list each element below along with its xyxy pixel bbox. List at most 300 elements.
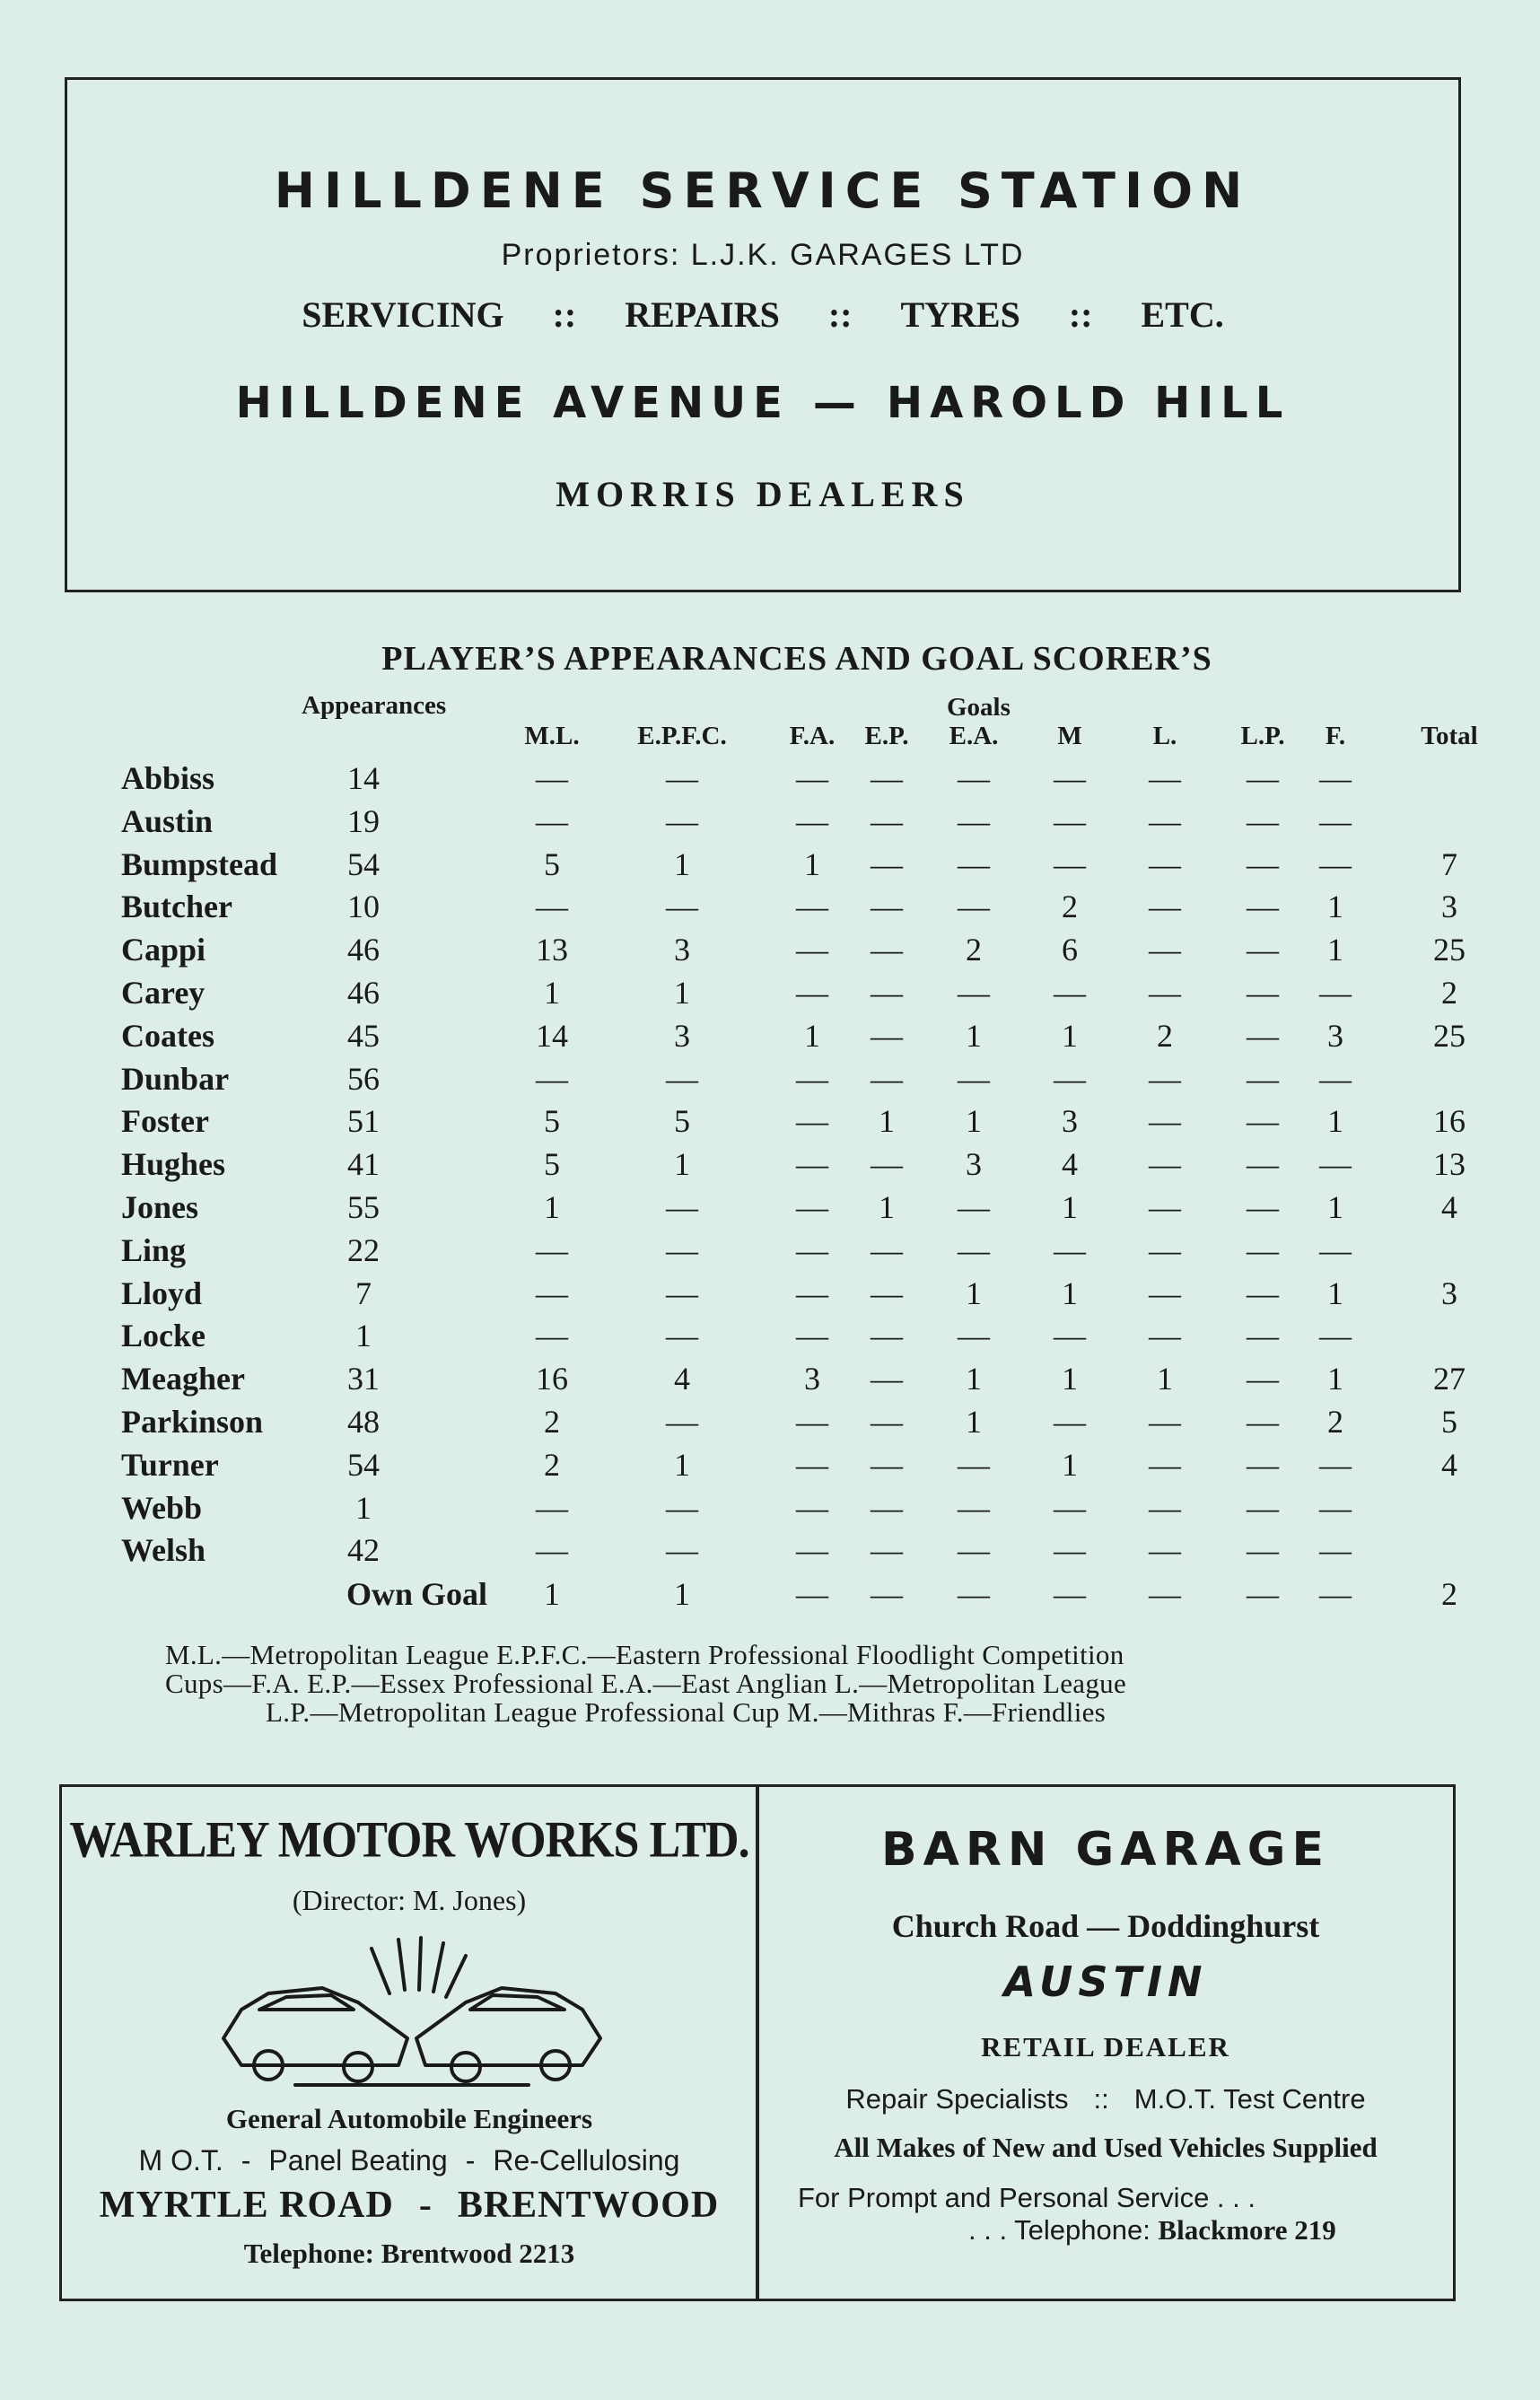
appearances-cell: 42 <box>347 1532 380 1569</box>
goals-cell: — <box>1319 1446 1352 1483</box>
player-name: Abbiss <box>121 760 215 796</box>
goals-cell: — <box>666 1404 698 1440</box>
appearances-cell: 14 <box>347 760 380 796</box>
goals-cell: — <box>1247 1231 1279 1268</box>
goals-cell: 2 <box>544 1404 560 1440</box>
goals-cell: — <box>1149 975 1181 1011</box>
goals-cell: 1 <box>1327 932 1343 968</box>
goals-cell: — <box>1247 1103 1279 1140</box>
total-cell: 25 <box>1433 932 1466 968</box>
warley-address <box>62 2184 757 2227</box>
goals-cell: — <box>1149 802 1181 839</box>
table-row <box>0 845 1540 889</box>
goals-cell: 14 <box>536 1017 568 1054</box>
goals-cell: — <box>871 975 903 1011</box>
goals-cell: — <box>666 1189 698 1225</box>
table-row <box>0 931 1540 974</box>
column-header: E.P.F.C. <box>637 722 727 750</box>
player-name: Butcher <box>121 889 232 925</box>
goals-cell: — <box>1319 975 1352 1011</box>
service-separator: - <box>465 2144 476 2177</box>
total-cell: 2 <box>1441 1576 1457 1612</box>
goals-cell: — <box>796 1318 828 1354</box>
goals-cell: — <box>1247 1274 1279 1311</box>
legend-line: Cups—F.A. E.P.—Essex Professional E.A.—East Anglian L.—Metropolitan League <box>165 1668 1127 1699</box>
player-name: Bumpstead <box>121 845 278 882</box>
table-row <box>0 1102 1540 1145</box>
barn-phone <box>968 2214 1336 2247</box>
goals-cell: — <box>796 1446 828 1483</box>
goals-cell: — <box>1247 802 1279 839</box>
goals-cell: — <box>1149 1576 1181 1612</box>
repair-mot: M.O.T. Test Centre <box>1133 2083 1366 2115</box>
goals-cell: — <box>871 1318 903 1354</box>
table-row <box>0 1446 1540 1489</box>
goals-cell: — <box>871 1489 903 1526</box>
goals-cell: — <box>1149 1146 1181 1183</box>
goals-cell: — <box>958 1576 990 1612</box>
goals-cell: — <box>536 1489 568 1526</box>
goals-cell: — <box>871 1231 903 1268</box>
goals-cell: — <box>536 1532 568 1569</box>
goals-cell: 1 <box>1327 1274 1343 1311</box>
goals-cell: 1 <box>1062 1361 1078 1397</box>
goals-cell: — <box>1247 1189 1279 1225</box>
service-tyres: TYRES <box>900 294 1020 335</box>
player-name: Locke <box>121 1318 206 1354</box>
goals-cell: 3 <box>674 1017 690 1054</box>
appearances-cell: 7 <box>355 1274 372 1311</box>
goals-cell: 1 <box>1062 1017 1078 1054</box>
appearances-label: Appearances <box>302 691 447 720</box>
goals-cell: — <box>536 1318 568 1354</box>
service-mot: M O.T. <box>138 2144 223 2177</box>
appearances-cell: 19 <box>347 802 380 839</box>
goals-cell: 1 <box>879 1103 895 1140</box>
barn-prompt: For Prompt and Personal Service . . . <box>798 2182 1256 2213</box>
total-cell: 27 <box>1433 1361 1466 1397</box>
warley-title: WARLEY MOTOR WORKS LTD. <box>69 1812 749 1869</box>
address-town: BRENTWOOD <box>457 2185 720 2226</box>
goals-cell: — <box>1247 1489 1279 1526</box>
service-cellulosing: Re-Cellulosing <box>493 2144 680 2177</box>
goals-cell: — <box>958 1532 990 1569</box>
goals-cell: 1 <box>804 845 820 882</box>
goals-cell: — <box>871 1404 903 1440</box>
appearances-cell: 10 <box>347 889 380 925</box>
goals-cell: — <box>871 1532 903 1569</box>
player-name: Parkinson <box>121 1404 264 1440</box>
appearances-cell: 51 <box>347 1103 380 1140</box>
table-row <box>0 1017 1540 1060</box>
goals-cell: — <box>1319 1489 1352 1526</box>
total-cell: 3 <box>1441 889 1457 925</box>
goals-cell: — <box>666 1274 698 1311</box>
goals-cell: — <box>1247 1404 1279 1440</box>
goals-cell: — <box>958 1446 990 1483</box>
appearances-cell: 1 <box>355 1318 372 1354</box>
goals-cell: — <box>871 1274 903 1311</box>
phone-number: Blackmore 219 <box>1158 2214 1336 2246</box>
barn-garage-advert <box>756 1784 1456 2301</box>
goals-cell: — <box>1247 889 1279 925</box>
player-name: Austin <box>121 802 214 839</box>
goals-cell: — <box>871 1017 903 1054</box>
goals-cell: — <box>1054 1318 1086 1354</box>
goals-cell: 1 <box>674 1576 690 1612</box>
cars-crash-logo-icon <box>206 1931 618 2092</box>
goals-cell: — <box>958 1231 990 1268</box>
table-row <box>0 888 1540 931</box>
goals-cell: — <box>1054 975 1086 1011</box>
goals-cell: — <box>1149 1532 1181 1569</box>
warley-phone: Telephone: Brentwood 2213 <box>243 2238 575 2269</box>
warley-director: (Director: M. Jones) <box>292 1884 527 1916</box>
goals-cell: 1 <box>1327 1189 1343 1225</box>
goals-cell: — <box>871 889 903 925</box>
appearances-cell: 56 <box>347 1060 380 1097</box>
player-name: Coates <box>121 1017 214 1054</box>
goals-cell: — <box>1149 889 1181 925</box>
goals-cell: 1 <box>1327 1103 1343 1140</box>
column-header: L.P. <box>1240 722 1285 750</box>
goals-cell: 5 <box>674 1103 690 1140</box>
goals-cell: — <box>1247 932 1279 968</box>
address-town: HAROLD HILL <box>886 378 1291 428</box>
goals-cell: — <box>1247 1318 1279 1354</box>
warley-advert <box>59 1784 759 2301</box>
appearances-cell: 45 <box>347 1017 380 1054</box>
total-cell: 4 <box>1441 1189 1457 1225</box>
goals-cell: 5 <box>544 845 560 882</box>
player-name: Webb <box>121 1489 203 1526</box>
goals-cell: — <box>958 802 990 839</box>
hilldene-dealers: MORRIS DEALERS <box>556 474 970 514</box>
column-header: F. <box>1325 722 1346 750</box>
player-name: Turner <box>121 1446 219 1483</box>
goals-cell: — <box>871 1361 903 1397</box>
total-cell: 16 <box>1433 1103 1466 1140</box>
player-name: Lloyd <box>121 1274 203 1311</box>
goals-cell: — <box>1054 1231 1086 1268</box>
table-row <box>0 1060 1540 1103</box>
player-name: Cappi <box>121 932 206 968</box>
goals-cell: 1 <box>879 1189 895 1225</box>
goals-cell: — <box>1247 1361 1279 1397</box>
service-panel: Panel Beating <box>268 2144 448 2177</box>
column-header: E.P. <box>864 722 909 750</box>
appearances-cell: 46 <box>347 975 380 1011</box>
player-name: Dunbar <box>121 1060 230 1097</box>
goals-cell: 3 <box>804 1361 820 1397</box>
goals-cell: 3 <box>1327 1017 1343 1054</box>
goals-cell: — <box>958 760 990 796</box>
goals-cell: 2 <box>544 1446 560 1483</box>
own-goal-label: Own Goal <box>346 1576 488 1612</box>
goals-cell: — <box>1149 1489 1181 1526</box>
goals-cell: — <box>871 1446 903 1483</box>
goals-cell: — <box>796 1532 828 1569</box>
goals-cell: — <box>871 932 903 968</box>
total-cell: 4 <box>1441 1446 1457 1483</box>
goals-cell: 4 <box>1062 1146 1078 1183</box>
goals-cell: 1 <box>674 1146 690 1183</box>
goals-cell: 1 <box>544 1576 560 1612</box>
appearances-cell: 41 <box>347 1146 380 1183</box>
warley-engineers: General Automobile Engineers <box>225 2103 593 2134</box>
goals-cell: — <box>1319 1231 1352 1268</box>
goals-cell: 1 <box>674 1446 690 1483</box>
goals-cell: 1 <box>544 975 560 1011</box>
goals-cell: 1 <box>966 1017 982 1054</box>
goals-cell: 1 <box>966 1103 982 1140</box>
goals-cell: — <box>796 932 828 968</box>
goals-cell: — <box>1247 845 1279 882</box>
goals-cell: 1 <box>544 1189 560 1225</box>
goals-cell: — <box>666 1532 698 1569</box>
goals-cell: 1 <box>804 1017 820 1054</box>
goals-cell: 2 <box>1157 1017 1173 1054</box>
goals-cell: — <box>1149 760 1181 796</box>
goals-cell: — <box>958 1060 990 1097</box>
appearances-cell: 48 <box>347 1404 380 1440</box>
goals-cell: — <box>796 1189 828 1225</box>
goals-cell: — <box>958 975 990 1011</box>
goals-cell: — <box>1247 1532 1279 1569</box>
address-separator: - <box>418 2185 433 2226</box>
service-separator: :: <box>827 294 853 335</box>
goals-cell: — <box>536 1231 568 1268</box>
goals-cell: — <box>666 1060 698 1097</box>
total-cell: 5 <box>1441 1404 1457 1440</box>
table-row <box>0 974 1540 1017</box>
goals-cell: 1 <box>1157 1361 1173 1397</box>
goals-cell: 5 <box>544 1146 560 1183</box>
goals-cell: — <box>1054 845 1086 882</box>
barn-retail: RETAIL DEALER <box>981 2031 1230 2063</box>
service-separator: :: <box>552 294 577 335</box>
goals-cell: — <box>1247 1446 1279 1483</box>
barn-title: BARN GARAGE <box>881 1823 1330 1877</box>
own-goal-row <box>0 1575 1540 1618</box>
goals-cell: 1 <box>966 1361 982 1397</box>
column-header: E.A. <box>949 722 999 750</box>
appearances-cell: 31 <box>347 1361 380 1397</box>
goals-cell: — <box>666 1489 698 1526</box>
goals-cell: — <box>1247 1576 1279 1612</box>
appearances-cell: 46 <box>347 932 380 968</box>
goals-cell: 6 <box>1062 932 1078 968</box>
goals-cell: — <box>1149 1274 1181 1311</box>
player-name: Carey <box>121 975 206 1011</box>
goals-cell: — <box>1149 1446 1181 1483</box>
service-separator: :: <box>1068 294 1093 335</box>
column-header: L. <box>1152 722 1177 750</box>
table-row <box>0 1489 1540 1532</box>
table-row <box>0 1231 1540 1274</box>
goals-cell: — <box>1054 1404 1086 1440</box>
total-cell: 2 <box>1441 975 1457 1011</box>
goals-cell: — <box>1149 1189 1181 1225</box>
goals-cell: — <box>536 802 568 839</box>
table-row <box>0 802 1540 845</box>
column-header: F.A. <box>789 722 836 750</box>
service-servicing: SERVICING <box>302 294 504 335</box>
appearances-cell: 55 <box>347 1189 380 1225</box>
service-repairs: REPAIRS <box>625 294 780 335</box>
hilldene-address <box>67 378 1458 428</box>
goals-cell: 13 <box>536 932 568 968</box>
goals-cell: — <box>666 889 698 925</box>
table-row <box>0 1403 1540 1446</box>
player-name: Meagher <box>121 1361 245 1397</box>
hilldene-advert <box>65 77 1461 592</box>
legend-line: M.L.—Metropolitan League E.P.F.C.—Eastern Professional Floodlight Competition <box>165 1639 1124 1670</box>
table-row <box>0 1274 1540 1318</box>
table-row <box>0 1360 1540 1403</box>
goals-cell: — <box>1319 1532 1352 1569</box>
goals-cell: — <box>958 1189 990 1225</box>
goals-cell: — <box>871 1146 903 1183</box>
service-separator: - <box>241 2144 251 2177</box>
goals-cell: — <box>871 802 903 839</box>
goals-cell: 1 <box>1062 1189 1078 1225</box>
goals-cell: — <box>1054 1489 1086 1526</box>
repair-separator: :: <box>1093 2083 1109 2115</box>
barn-address: Church Road — Doddinghurst <box>891 1908 1320 1944</box>
goals-cell: 2 <box>1062 889 1078 925</box>
table-row <box>0 1531 1540 1574</box>
player-name: Hughes <box>121 1146 226 1183</box>
goals-label: Goals <box>947 693 1011 722</box>
goals-cell: — <box>1319 1576 1352 1612</box>
goals-cell: — <box>796 1404 828 1440</box>
total-cell: 13 <box>1433 1146 1466 1183</box>
goals-cell: 1 <box>1062 1274 1078 1311</box>
goals-cell: — <box>1054 760 1086 796</box>
goals-cell: — <box>958 1489 990 1526</box>
goals-cell: — <box>1149 1318 1181 1354</box>
goals-cell: 1 <box>966 1274 982 1311</box>
goals-cell: — <box>1054 1532 1086 1569</box>
goals-cell: — <box>796 975 828 1011</box>
goals-cell: — <box>1054 1576 1086 1612</box>
goals-cell: — <box>1149 845 1181 882</box>
table-title: PLAYER’S APPEARANCES AND GOAL SCORER’S <box>381 640 1212 678</box>
goals-cell: 5 <box>544 1103 560 1140</box>
goals-cell: 3 <box>1062 1103 1078 1140</box>
goals-cell: — <box>958 889 990 925</box>
goals-cell: — <box>666 802 698 839</box>
barn-brand: AUSTIN <box>1003 1958 1208 2006</box>
hilldene-title: HILLDENE SERVICE STATION <box>274 162 1252 219</box>
goals-cell: — <box>1319 760 1352 796</box>
player-name: Foster <box>121 1103 209 1140</box>
goals-cell: — <box>1319 802 1352 839</box>
goals-cell: — <box>536 889 568 925</box>
goals-cell: — <box>666 1318 698 1354</box>
goals-cell: — <box>871 1060 903 1097</box>
goals-cell: — <box>796 1274 828 1311</box>
appearances-cell: 54 <box>347 1446 380 1483</box>
goals-cell: — <box>796 1146 828 1183</box>
legend-line: L.P.—Metropolitan League Professional Cup M.—Mithras F.—Friendlies <box>266 1696 1107 1728</box>
table-row <box>0 1317 1540 1360</box>
goals-cell: — <box>1149 932 1181 968</box>
goals-cell: — <box>1247 1060 1279 1097</box>
hilldene-services <box>67 293 1458 336</box>
repair-specialists: Repair Specialists <box>845 2083 1069 2115</box>
goals-cell: — <box>871 760 903 796</box>
goals-cell: — <box>1247 1146 1279 1183</box>
goals-cell: — <box>1149 1060 1181 1097</box>
goals-cell: — <box>536 760 568 796</box>
goals-cell: 1 <box>1327 1361 1343 1397</box>
goals-cell: — <box>1319 845 1352 882</box>
goals-cell: 3 <box>674 932 690 968</box>
address-street: MYRTLE ROAD <box>99 2185 394 2226</box>
warley-services <box>62 2144 757 2177</box>
appearances-cell: 22 <box>347 1231 380 1268</box>
hilldene-proprietors: Proprietors: L.J.K. GARAGES LTD <box>501 238 1025 272</box>
goals-cell: 16 <box>536 1361 568 1397</box>
goals-cell: — <box>1149 1404 1181 1440</box>
goals-cell: — <box>1319 1146 1352 1183</box>
goals-cell: — <box>1247 975 1279 1011</box>
goals-cell: — <box>536 1274 568 1311</box>
goals-cell: — <box>796 1489 828 1526</box>
goals-cell: — <box>1247 1017 1279 1054</box>
goals-cell: 1 <box>966 1404 982 1440</box>
address-dash: — <box>812 378 863 428</box>
goals-cell: — <box>536 1060 568 1097</box>
table-row <box>0 1188 1540 1231</box>
goals-cell: — <box>796 1060 828 1097</box>
total-cell: 25 <box>1433 1017 1466 1054</box>
player-name: Jones <box>121 1189 199 1225</box>
goals-cell: — <box>1149 1103 1181 1140</box>
player-name: Ling <box>121 1231 187 1268</box>
goals-cell: — <box>796 889 828 925</box>
goals-cell: 3 <box>966 1146 982 1183</box>
column-header: Total <box>1421 722 1478 750</box>
address-street: HILLDENE AVENUE <box>235 378 790 428</box>
goals-cell: — <box>1054 802 1086 839</box>
goals-cell: — <box>796 1231 828 1268</box>
column-header: M <box>1057 722 1082 750</box>
goals-cell: 1 <box>1062 1446 1078 1483</box>
goals-cell: — <box>871 845 903 882</box>
goals-cell: — <box>871 1576 903 1612</box>
goals-cell: 1 <box>674 845 690 882</box>
barn-makes: All Makes of New and Used Vehicles Supplied <box>834 2132 1378 2163</box>
appearances-cell: 54 <box>347 845 380 882</box>
goals-cell: 1 <box>1327 889 1343 925</box>
goals-cell: — <box>796 760 828 796</box>
goals-cell: — <box>796 1103 828 1140</box>
goals-cell: 4 <box>674 1361 690 1397</box>
goals-cell: — <box>1247 760 1279 796</box>
table-row <box>0 1145 1540 1188</box>
phone-prefix: . . . Telephone: <box>968 2214 1159 2246</box>
service-etc: ETC. <box>1141 294 1224 335</box>
table-row <box>0 759 1540 802</box>
goals-cell: — <box>796 1576 828 1612</box>
goals-cell: 1 <box>674 975 690 1011</box>
goals-cell: — <box>1149 1231 1181 1268</box>
goals-cell: — <box>1054 1060 1086 1097</box>
goals-cell: — <box>958 845 990 882</box>
